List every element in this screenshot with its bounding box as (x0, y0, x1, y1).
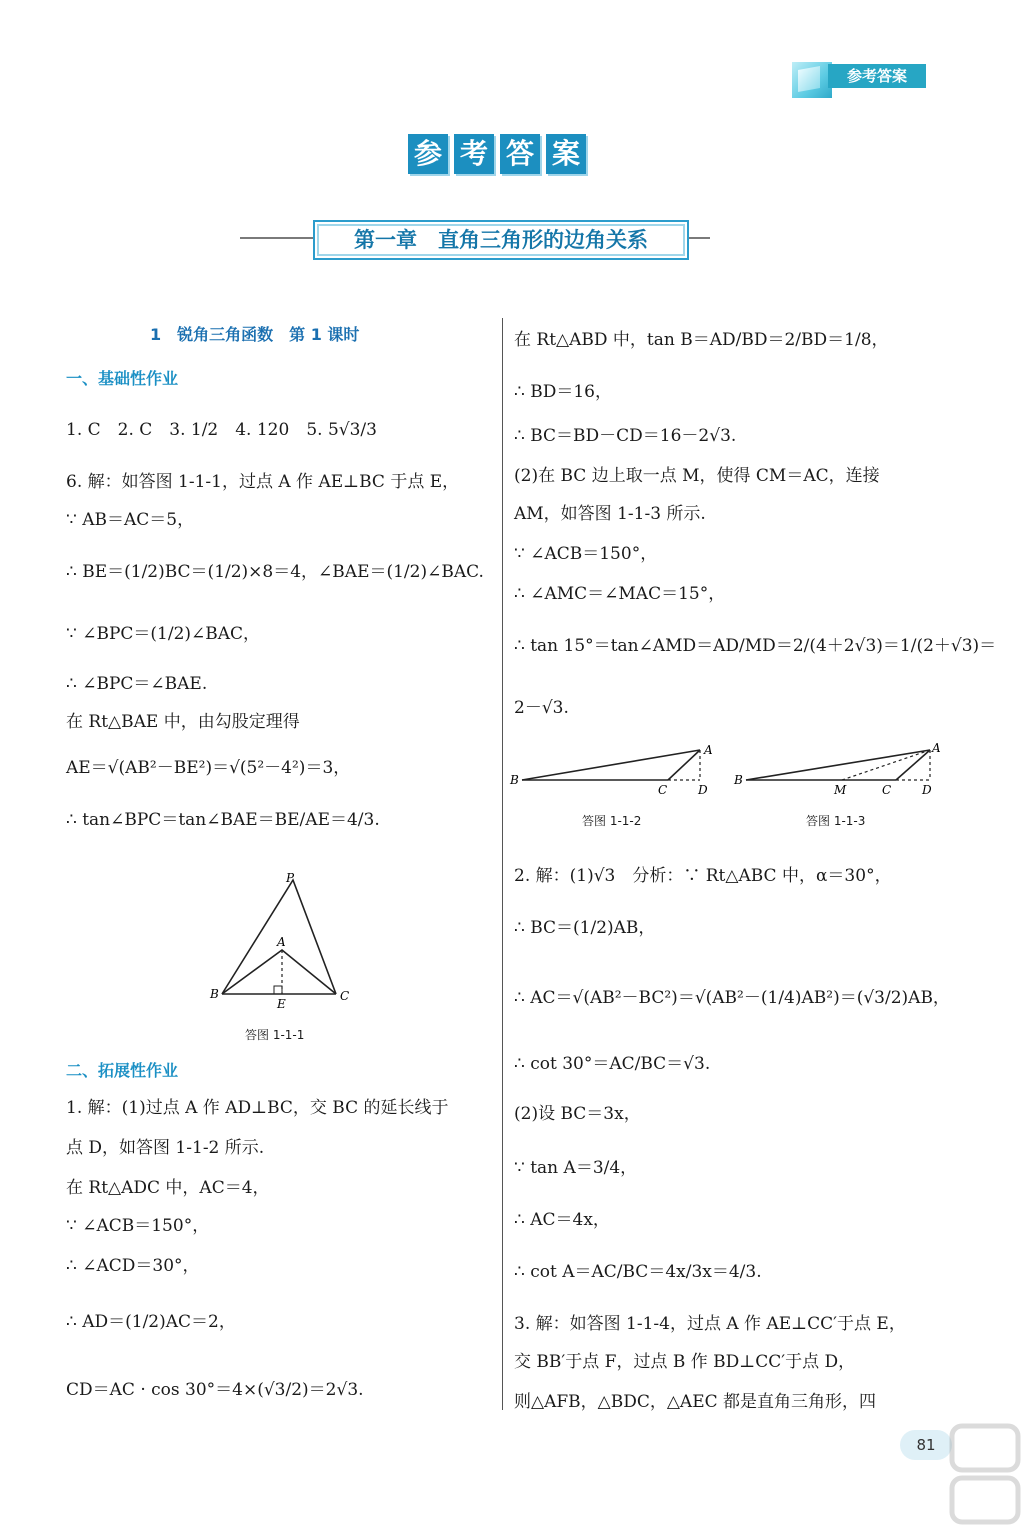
answer-line: 1. C 2. C 3. 1/2 4. 120 5. 5√3/3 (66, 420, 377, 440)
answer-line: CD＝AC · cos 30°＝4×(√3/2)＝2√3. (66, 1380, 364, 1400)
figure-1-1-1 (200, 866, 360, 1016)
section-heading-basic: 一、基础性作业 (66, 369, 179, 388)
chapter-title: 第一章 直角三角形的边角关系 (354, 228, 648, 252)
answer-line: 2－√3. (514, 698, 569, 718)
label-b: B (734, 773, 743, 787)
label-c: C (882, 783, 892, 797)
label-a: A (704, 743, 713, 757)
answer-line: ∴ BC＝BD－CD＝16－2√3. (514, 426, 737, 446)
figure-caption: 答图 1-1-1 (245, 1028, 305, 1042)
answer-line: 6. 解：如答图 1-1-1，过点 A 作 AE⊥BC 于点 E， (66, 472, 460, 492)
answer-line: 2. 解：(1)√3 分析：∵ Rt△ABC 中，α＝30°， (514, 866, 892, 886)
watermark-icon (946, 1418, 1026, 1528)
answer-line: ∴ BD＝16， (514, 382, 612, 402)
lesson-title: 1 锐角三角函数 第 1 课时 (150, 325, 360, 344)
answer-line: (2)在 BC 边上取一点 M，使得 CM＝AC，连接 (514, 466, 880, 486)
answer-line: ∵ AB＝AC＝5， (66, 510, 195, 530)
answer-line: ∴ AC＝√(AB²－BC²)＝√(AB²－(1/4)AB²)＝(√3/2)AB， (514, 988, 950, 1008)
tab-label: 参考答案 (828, 64, 926, 88)
answer-line: 在 Rt△ABD 中，tan B＝AD/BD＝2/BD＝1/8， (514, 330, 889, 350)
column-divider (502, 318, 503, 1410)
triangle-abc (222, 950, 336, 994)
answer-line: ∵ ∠ACB＝150°， (66, 1216, 210, 1236)
title-char: 参 (408, 134, 448, 174)
answer-line: 交 BB′于点 F，过点 B 作 BD⊥CC′于点 D， (514, 1352, 856, 1372)
figure-1-1-3 (730, 738, 948, 802)
answer-line: ∴ tan 15°＝tan∠AMD＝AD/MD＝2/(4＋2√3)＝1/(2＋√3)＝ (514, 636, 997, 656)
answer-line: ∴ tan∠BPC＝tan∠BAE＝BE/AE＝4/3. (66, 810, 380, 830)
answer-line: ∴ ∠ACD＝30°， (66, 1256, 200, 1276)
answer-line: ∴ cot A＝AC/BC＝4x/3x＝4/3. (514, 1262, 762, 1282)
section-heading-extended: 二、拓展性作业 (66, 1061, 179, 1080)
answer-line: ∵ tan A＝3/4， (514, 1158, 638, 1178)
figure-caption: 答图 1-1-3 (806, 814, 866, 828)
page-number: 81 (900, 1430, 952, 1460)
header-tab (792, 62, 926, 98)
answer-line: 则△AFB，△BDC，△AEC 都是直角三角形，四 (514, 1392, 877, 1412)
answer-line: 在 Rt△BAE 中，由勾股定理得 (66, 712, 300, 732)
answer-line: ∴ BC＝(1/2)AB， (514, 918, 656, 938)
label-a: A (932, 741, 941, 755)
label-b: B (210, 987, 219, 1001)
figure-caption: 答图 1-1-2 (582, 814, 642, 828)
segment-am (842, 750, 930, 780)
label-a: A (277, 935, 286, 949)
label-d: D (922, 783, 932, 797)
label-c: C (340, 989, 350, 1003)
answer-line: ∴ AC＝4x， (514, 1210, 610, 1230)
segment-ba (746, 750, 930, 780)
answer-line: ∵ ∠BPC＝(1/2)∠BAC， (66, 624, 261, 644)
answer-line: 1. 解：(1)过点 A 作 AD⊥BC，交 BC 的延长线于 (66, 1098, 449, 1118)
page-title (408, 134, 586, 174)
cube-icon (792, 62, 832, 98)
label-e: E (277, 997, 286, 1011)
label-d: D (698, 783, 708, 797)
right-angle-mark (274, 986, 282, 994)
answer-line: AE＝√(AB²－BE²)＝√(5²－4²)＝3， (66, 758, 351, 778)
answer-line: 点 D，如答图 1-1-2 所示. (66, 1138, 265, 1158)
answer-line: ∴ AD＝(1/2)AC＝2， (66, 1312, 236, 1332)
title-char: 答 (500, 134, 540, 174)
label-c: C (658, 783, 668, 797)
title-char: 考 (454, 134, 494, 174)
title-char: 案 (546, 134, 586, 174)
label-b: B (510, 773, 519, 787)
answer-line: ∵ ∠ACB＝150°， (514, 544, 658, 564)
answer-line: AM，如答图 1-1-3 所示. (514, 504, 706, 524)
answer-line: ∴ cot 30°＝AC/BC＝√3. (514, 1054, 711, 1074)
answer-line: ∴ ∠BPC＝∠BAE. (66, 674, 208, 694)
answer-line: 在 Rt△ADC 中，AC＝4， (66, 1178, 270, 1198)
answer-line: ∴ ∠AMC＝∠MAC＝15°， (514, 584, 726, 604)
answer-line: (2)设 BC＝3x， (514, 1104, 641, 1124)
figure-1-1-2 (508, 738, 726, 802)
answer-line: ∴ BE＝(1/2)BC＝(1/2)×8＝4，∠BAE＝(1/2)∠BAC. (66, 562, 484, 582)
answer-line: 3. 解：如答图 1-1-4，过点 A 作 AE⊥CC′于点 E， (514, 1314, 906, 1334)
label-m: M (834, 783, 847, 797)
label-p: P (286, 871, 295, 885)
chapter-banner (313, 220, 689, 260)
